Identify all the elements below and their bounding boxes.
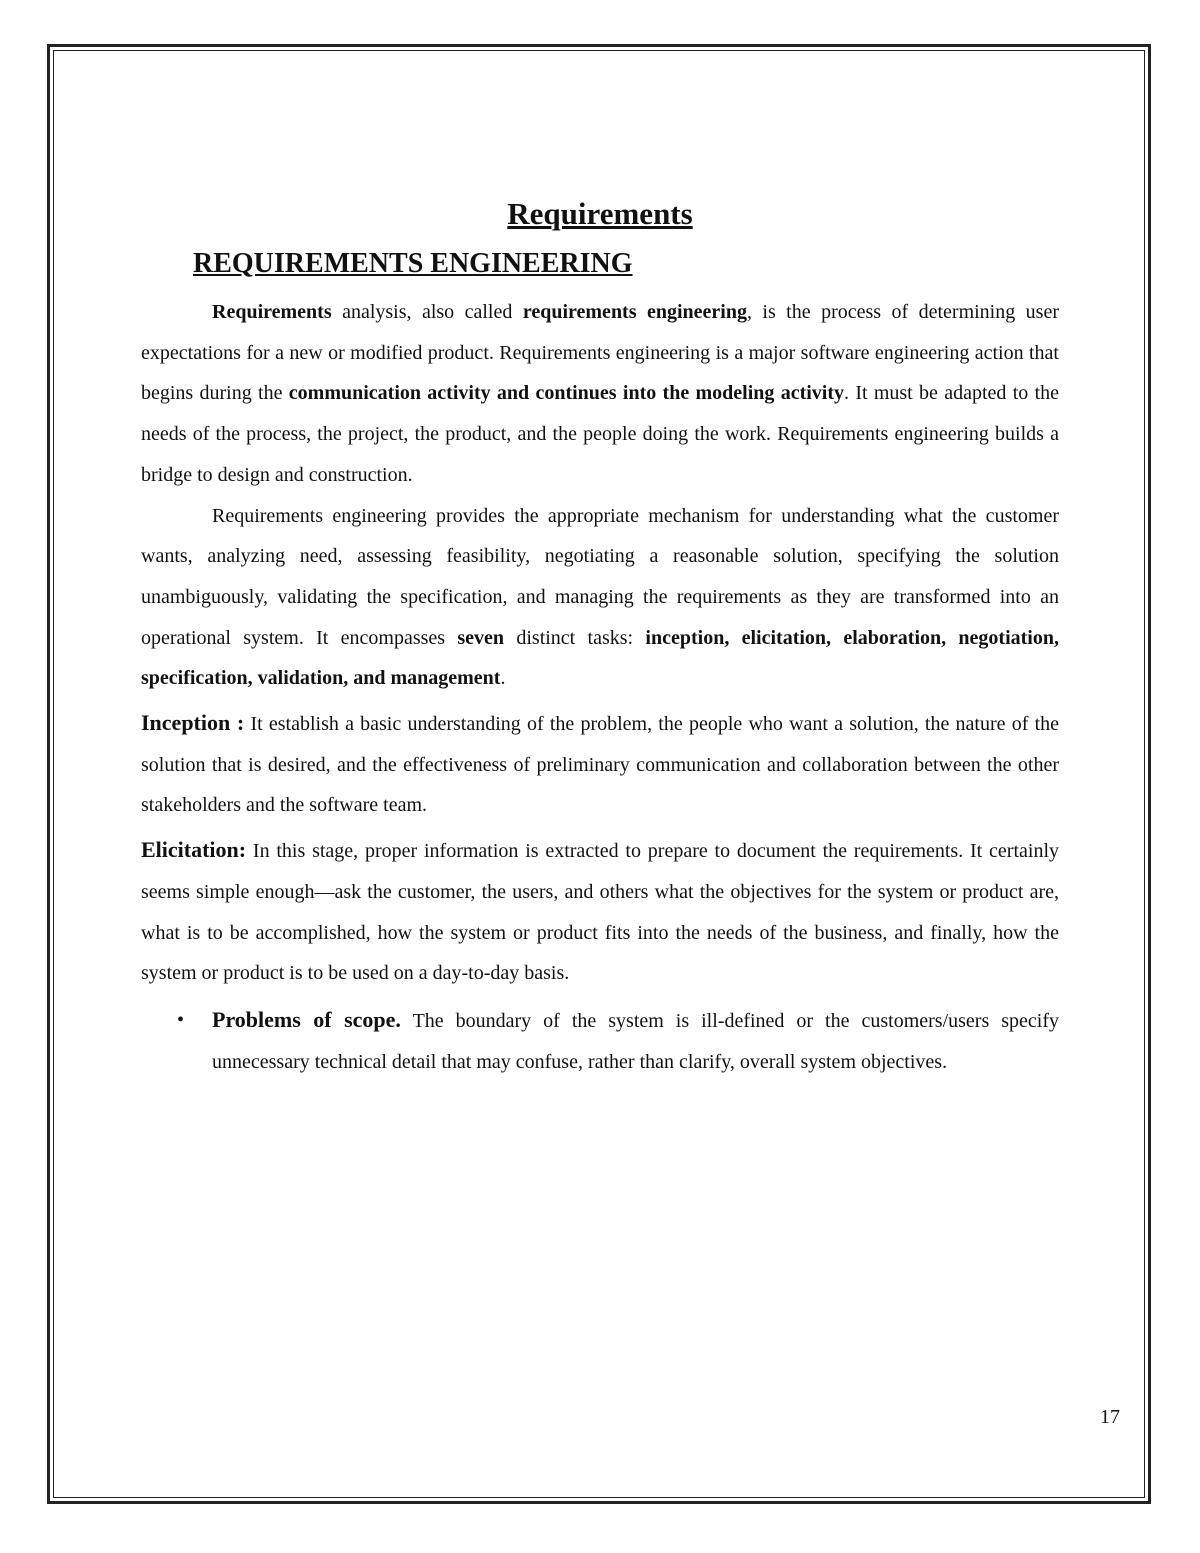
inception-definition	[141, 703, 1059, 826]
paragraph-text: analysis, also called	[331, 301, 523, 323]
inception-label: Inception :	[141, 710, 245, 736]
page-content	[141, 190, 1059, 1082]
page-title: Requirements	[507, 196, 693, 231]
bold-term: inception, elicitation, elaboration, negotiation, specification, validation, and management	[141, 626, 1059, 690]
page-number: 17	[1100, 1406, 1120, 1428]
intro-paragraph	[141, 292, 1059, 496]
bold-term: Requirements	[212, 301, 332, 323]
tasks-paragraph	[141, 496, 1059, 700]
paragraph-text: Requirements engineering provides the appropriate mechanism for understanding what the customer wants, analyzing need, assessing feasibility, negotiating a reasonable solution, specifying the solution unambiguously, validating the specification, and managing the requirements as they are transformed into an operational system. It encompasses	[141, 504, 1059, 649]
bullet-text: The boundary of the system is ill-defined or the customers/users specify unnecessary technical detail that may confuse, rather than clarify, overall system objectives.	[212, 1009, 1059, 1073]
definition-text: In this stage, proper information is extracted to prepare to document the requirements. It certainly seems simple enough—ask the customer, the users, and others what the objectives for the system or product are, what is to be accomplished, how the system or product fits into the needs of the business, and finally, how the system or product is to be used on a day-to-day basis.	[141, 840, 1059, 985]
bullet-icon: •	[177, 1008, 185, 1031]
paragraph-text: . It must be adapted to the needs of the process, the project, the product, and the people doing the work. Requirements engineering builds a bridge to design and construction.	[141, 382, 1059, 486]
paragraph-text: , is the process of determining user expectations for a new or modified product. Requirements engineering is a major software engineering action that begins during the	[141, 301, 1060, 405]
bullet-label: Problems of scope.	[212, 1006, 401, 1032]
definition-text: It establish a basic understanding of the problem, the people who want a solution, the nature of the solution that is desired, and the effectiveness of preliminary communication and collaboration between the other stakeholders and the software team.	[141, 713, 1060, 817]
bold-term: communication activity and continues into the modeling activity	[288, 382, 845, 405]
paragraph-text: distinct tasks:	[504, 626, 646, 649]
list-item	[141, 1000, 1059, 1082]
elicitation-definition	[141, 830, 1059, 994]
problems-list	[141, 1000, 1059, 1082]
section-heading: REQUIREMENTS ENGINEERING	[193, 248, 633, 279]
paragraph-text: .	[500, 667, 506, 690]
elicitation-label: Elicitation:	[141, 837, 247, 863]
bold-term: seven	[457, 626, 505, 649]
bold-term: requirements engineering	[522, 301, 747, 323]
